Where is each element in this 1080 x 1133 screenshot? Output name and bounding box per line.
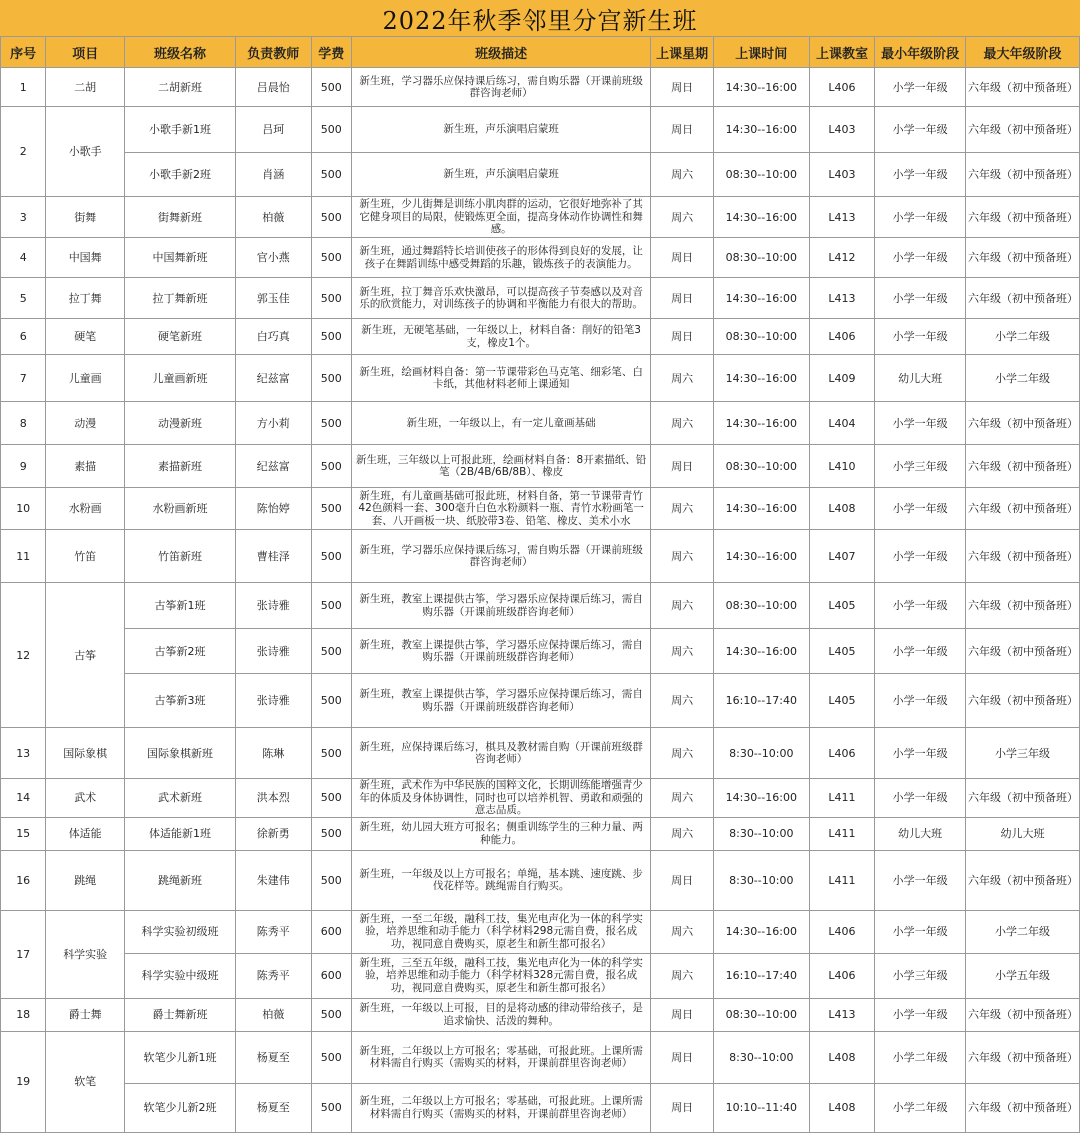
class-time: 14:30--16:00 [713, 278, 809, 319]
class-day: 周六 [651, 402, 714, 445]
row-number: 16 [1, 850, 46, 910]
class-time: 14:30--16:00 [713, 107, 809, 153]
class-description: 新生班，二年级以上方可报名；零基础，可报此班。上课所需材料需自行购买（需购买的材料，开课前群里咨询老师） [351, 1031, 650, 1083]
fee: 500 [311, 355, 351, 402]
max-grade: 六年级（初中预备班） [965, 197, 1079, 238]
fee: 500 [311, 674, 351, 728]
column-header: 序号 [1, 37, 46, 68]
class-time: 14:30--16:00 [713, 488, 809, 530]
fee: 500 [311, 728, 351, 779]
classroom: L413 [809, 998, 875, 1031]
classroom: L406 [809, 953, 875, 998]
max-grade: 六年级（初中预备班） [965, 850, 1079, 910]
project-name: 古筝 [46, 583, 125, 728]
teacher-name: 纪兹富 [235, 355, 311, 402]
class-day: 周日 [651, 850, 714, 910]
project-name: 二胡 [46, 68, 125, 107]
row-number: 12 [1, 583, 46, 728]
teacher-name: 柏薇 [235, 998, 311, 1031]
teacher-name: 陈怡婷 [235, 488, 311, 530]
min-grade: 小学一年级 [875, 107, 966, 153]
class-name: 古筝新2班 [125, 629, 236, 674]
class-name: 硬笔新班 [125, 319, 236, 355]
row-number: 14 [1, 779, 46, 818]
class-name: 体适能新1班 [125, 817, 236, 850]
class-description: 新生班，一至二年级，融科工技，集光电声化为一体的科学实验，培养思维和动手能力（科学材料298元需自费，报名成功，视同意自费购买，原老生和新生都可报名） [351, 910, 650, 953]
teacher-name: 张诗雅 [235, 583, 311, 629]
teacher-name: 陈秀平 [235, 910, 311, 953]
project-name: 软笔 [46, 1031, 125, 1132]
max-grade: 六年级（初中预备班） [965, 278, 1079, 319]
class-time: 08:30--10:00 [713, 238, 809, 278]
teacher-name: 方小莉 [235, 402, 311, 445]
max-grade: 六年级（初中预备班） [965, 629, 1079, 674]
class-description: 新生班，绘画材料自备：第一节课带彩色马克笔、细彩笔、白卡纸，其他材料老师上课通知 [351, 355, 650, 402]
max-grade: 六年级（初中预备班） [965, 1031, 1079, 1083]
class-name: 水粉画新班 [125, 488, 236, 530]
class-description: 新生班，有儿童画基础可报此班，材料自备，第一节课带青竹42色颜料一套、300毫升白色水粉颜料一瓶、青竹水粉画笔一套、八开画板一块、纸胶带3卷、铅笔、橡皮、美术小水 [351, 488, 650, 530]
table-row [1, 530, 1080, 583]
table-row [1, 153, 1080, 197]
fee: 600 [311, 953, 351, 998]
class-name: 小歌手新1班 [125, 107, 236, 153]
class-time: 14:30--16:00 [713, 629, 809, 674]
classroom: L409 [809, 355, 875, 402]
column-header: 上课时间 [713, 37, 809, 68]
class-description: 新生班，一年级以上可报，目的是将动感的律动带给孩子，是追求愉快、活泼的舞种。 [351, 998, 650, 1031]
max-grade: 六年级（初中预备班） [965, 583, 1079, 629]
class-time: 08:30--10:00 [713, 445, 809, 488]
class-day: 周六 [651, 779, 714, 818]
class-time: 8:30--10:00 [713, 728, 809, 779]
teacher-name: 白巧真 [235, 319, 311, 355]
class-time: 8:30--10:00 [713, 1031, 809, 1083]
min-grade: 小学一年级 [875, 402, 966, 445]
max-grade: 六年级（初中预备班） [965, 530, 1079, 583]
classroom: L405 [809, 674, 875, 728]
class-day: 周六 [651, 153, 714, 197]
teacher-name: 杨夏至 [235, 1031, 311, 1083]
class-time: 8:30--10:00 [713, 817, 809, 850]
row-number: 7 [1, 355, 46, 402]
project-name: 拉丁舞 [46, 278, 125, 319]
project-name: 街舞 [46, 197, 125, 238]
project-name: 小歌手 [46, 107, 125, 197]
table-row [1, 817, 1080, 850]
class-time: 14:30--16:00 [713, 68, 809, 107]
min-grade: 小学一年级 [875, 278, 966, 319]
table-row [1, 402, 1080, 445]
class-description: 新生班，武术作为中华民族的国粹文化，长期训练能增强青少年的体质及身体协调性，同时也可以培养机智、勇敢和顽强的意志品质。 [351, 779, 650, 818]
project-name: 武术 [46, 779, 125, 818]
class-description: 新生班，二年级以上方可报名；零基础，可报此班。上课所需材料需自行购买（需购买的材料，开课前群里咨询老师） [351, 1083, 650, 1132]
class-time: 08:30--10:00 [713, 153, 809, 197]
class-description: 新生班，学习器乐应保持课后练习，需自购乐器（开课前班级群咨询老师） [351, 68, 650, 107]
teacher-name: 陈琳 [235, 728, 311, 779]
table-row [1, 107, 1080, 153]
table-row [1, 1083, 1080, 1132]
table-header [1, 37, 1080, 68]
table-row [1, 779, 1080, 818]
fee: 500 [311, 1083, 351, 1132]
class-description: 新生班，教室上课提供古筝，学习器乐应保持课后练习，需自购乐器（开课前班级群咨询老师） [351, 583, 650, 629]
min-grade: 幼儿大班 [875, 355, 966, 402]
project-name: 素描 [46, 445, 125, 488]
teacher-name: 张诗雅 [235, 674, 311, 728]
project-name: 跳绳 [46, 850, 125, 910]
classroom: L407 [809, 530, 875, 583]
class-day: 周日 [651, 238, 714, 278]
column-header: 学费 [311, 37, 351, 68]
classroom: L404 [809, 402, 875, 445]
fee: 500 [311, 583, 351, 629]
classroom: L408 [809, 488, 875, 530]
project-name: 科学实验 [46, 910, 125, 998]
class-description: 新生班，一年级以上，有一定儿童画基础 [351, 402, 650, 445]
fee: 500 [311, 278, 351, 319]
classroom: L411 [809, 850, 875, 910]
class-day: 周六 [651, 674, 714, 728]
min-grade: 小学一年级 [875, 998, 966, 1031]
classroom: L412 [809, 238, 875, 278]
teacher-name: 纪兹富 [235, 445, 311, 488]
class-time: 14:30--16:00 [713, 779, 809, 818]
class-description: 新生班，教室上课提供古筝，学习器乐应保持课后练习，需自购乐器（开课前班级群咨询老师） [351, 674, 650, 728]
min-grade: 小学二年级 [875, 1031, 966, 1083]
table-row [1, 850, 1080, 910]
column-header: 班级名称 [125, 37, 236, 68]
fee: 500 [311, 153, 351, 197]
class-time: 14:30--16:00 [713, 197, 809, 238]
max-grade: 小学五年级 [965, 953, 1079, 998]
class-name: 中国舞新班 [125, 238, 236, 278]
teacher-name: 张诗雅 [235, 629, 311, 674]
fee: 600 [311, 910, 351, 953]
column-header: 上课星期 [651, 37, 714, 68]
min-grade: 小学一年级 [875, 910, 966, 953]
max-grade: 六年级（初中预备班） [965, 445, 1079, 488]
teacher-name: 柏薇 [235, 197, 311, 238]
class-time: 16:10--17:40 [713, 674, 809, 728]
teacher-name: 徐新勇 [235, 817, 311, 850]
fee: 500 [311, 402, 351, 445]
teacher-name: 郭玉佳 [235, 278, 311, 319]
fee: 500 [311, 319, 351, 355]
class-day: 周六 [651, 953, 714, 998]
classroom: L406 [809, 910, 875, 953]
classroom: L411 [809, 817, 875, 850]
class-name: 爵士舞新班 [125, 998, 236, 1031]
class-time: 10:10--11:40 [713, 1083, 809, 1132]
class-time: 14:30--16:00 [713, 530, 809, 583]
class-description: 新生班，三年级以上可报此班，绘画材料自备：8开素描纸、铅笔（2B/4B/6B/8B）、橡皮 [351, 445, 650, 488]
project-name: 儿童画 [46, 355, 125, 402]
project-name: 水粉画 [46, 488, 125, 530]
class-description: 新生班，一年级及以上方可报名；单绳，基本跳、速度跳、步伐花样等。跳绳需自行购买。 [351, 850, 650, 910]
row-number: 15 [1, 817, 46, 850]
min-grade: 小学一年级 [875, 850, 966, 910]
classroom: L406 [809, 319, 875, 355]
class-name: 小歌手新2班 [125, 153, 236, 197]
class-day: 周六 [651, 583, 714, 629]
table-row [1, 1031, 1080, 1083]
class-description: 新生班，拉丁舞音乐欢快激昂，可以提高孩子节奏感以及对音乐的欣赏能力，对训练孩子的协调和平衡能力有很大的帮助。 [351, 278, 650, 319]
class-name: 国际象棋新班 [125, 728, 236, 779]
fee: 500 [311, 445, 351, 488]
class-name: 软笔少儿新2班 [125, 1083, 236, 1132]
class-time: 14:30--16:00 [713, 355, 809, 402]
table-row [1, 197, 1080, 238]
max-grade: 小学二年级 [965, 355, 1079, 402]
classroom: L413 [809, 197, 875, 238]
max-grade: 六年级（初中预备班） [965, 68, 1079, 107]
max-grade: 六年级（初中预备班） [965, 488, 1079, 530]
max-grade: 六年级（初中预备班） [965, 402, 1079, 445]
classroom: L406 [809, 68, 875, 107]
column-header: 负责教师 [235, 37, 311, 68]
row-number: 9 [1, 445, 46, 488]
class-day: 周六 [651, 728, 714, 779]
classroom: L406 [809, 728, 875, 779]
class-time: 8:30--10:00 [713, 850, 809, 910]
fee: 500 [311, 107, 351, 153]
teacher-name: 曹桂泽 [235, 530, 311, 583]
row-number: 5 [1, 278, 46, 319]
class-name: 儿童画新班 [125, 355, 236, 402]
class-day: 周日 [651, 68, 714, 107]
teacher-name: 杨夏至 [235, 1083, 311, 1132]
fee: 500 [311, 68, 351, 107]
class-description: 新生班，三至五年级，融科工技，集光电声化为一体的科学实验，培养思维和动手能力（科学材料328元需自费，报名成功，视同意自费购买，原老生和新生都可报名） [351, 953, 650, 998]
max-grade: 六年级（初中预备班） [965, 674, 1079, 728]
min-grade: 小学一年级 [875, 319, 966, 355]
class-name: 素描新班 [125, 445, 236, 488]
class-day: 周六 [651, 910, 714, 953]
table-row [1, 68, 1080, 107]
max-grade: 六年级（初中预备班） [965, 153, 1079, 197]
table-row [1, 674, 1080, 728]
column-header: 上课教室 [809, 37, 875, 68]
table-row [1, 583, 1080, 629]
column-header: 班级描述 [351, 37, 650, 68]
row-number: 13 [1, 728, 46, 779]
project-name: 竹笛 [46, 530, 125, 583]
project-name: 体适能 [46, 817, 125, 850]
class-time: 14:30--16:00 [713, 910, 809, 953]
class-day: 周日 [651, 998, 714, 1031]
teacher-name: 洪本烈 [235, 779, 311, 818]
classroom: L413 [809, 278, 875, 319]
class-name: 科学实验初级班 [125, 910, 236, 953]
max-grade: 小学二年级 [965, 319, 1079, 355]
class-description: 新生班，声乐演唱启蒙班 [351, 107, 650, 153]
min-grade: 小学一年级 [875, 197, 966, 238]
classroom: L408 [809, 1083, 875, 1132]
project-name: 爵士舞 [46, 998, 125, 1031]
class-name: 软笔少儿新1班 [125, 1031, 236, 1083]
max-grade: 幼儿大班 [965, 817, 1079, 850]
class-time: 08:30--10:00 [713, 998, 809, 1031]
class-description: 新生班，教室上课提供古筝，学习器乐应保持课后练习，需自购乐器（开课前班级群咨询老师） [351, 629, 650, 674]
class-name: 科学实验中级班 [125, 953, 236, 998]
class-table [0, 36, 1080, 1133]
class-day: 周六 [651, 355, 714, 402]
table-row [1, 319, 1080, 355]
table-body [1, 68, 1080, 1133]
table-row [1, 278, 1080, 319]
class-time: 16:10--17:40 [713, 953, 809, 998]
class-description: 新生班，无硬笔基础，一年级以上，材料自备：削好的铅笔3支，橡皮1个。 [351, 319, 650, 355]
sheet-title: 2022年秋季邻里分宫新生班 [0, 0, 1080, 37]
row-number: 11 [1, 530, 46, 583]
class-description: 新生班，通过舞蹈特长培训使孩子的形体得到良好的发展，让孩子在舞蹈训练中感受舞蹈的乐趣，锻炼孩子的表演能力。 [351, 238, 650, 278]
row-number: 2 [1, 107, 46, 197]
fee: 500 [311, 817, 351, 850]
class-day: 周六 [651, 817, 714, 850]
min-grade: 小学三年级 [875, 953, 966, 998]
table-row [1, 629, 1080, 674]
table-row [1, 953, 1080, 998]
row-number: 18 [1, 998, 46, 1031]
classroom: L410 [809, 445, 875, 488]
table-row [1, 355, 1080, 402]
class-name: 古筝新1班 [125, 583, 236, 629]
max-grade: 六年级（初中预备班） [965, 998, 1079, 1031]
row-number: 8 [1, 402, 46, 445]
class-description: 新生班，幼儿园大班方可报名；侧重训练学生的三种力量、两种能力。 [351, 817, 650, 850]
min-grade: 小学一年级 [875, 488, 966, 530]
class-name: 二胡新班 [125, 68, 236, 107]
table-row [1, 728, 1080, 779]
fee: 500 [311, 530, 351, 583]
fee: 500 [311, 629, 351, 674]
class-time: 08:30--10:00 [713, 319, 809, 355]
class-description: 新生班，学习器乐应保持课后练习，需自购乐器（开课前班级群咨询老师） [351, 530, 650, 583]
class-name: 拉丁舞新班 [125, 278, 236, 319]
table-row [1, 445, 1080, 488]
min-grade: 小学一年级 [875, 153, 966, 197]
project-name: 硬笔 [46, 319, 125, 355]
class-day: 周日 [651, 1031, 714, 1083]
project-name: 国际象棋 [46, 728, 125, 779]
min-grade: 幼儿大班 [875, 817, 966, 850]
min-grade: 小学一年级 [875, 674, 966, 728]
classroom: L403 [809, 107, 875, 153]
teacher-name: 陈秀平 [235, 953, 311, 998]
classroom: L405 [809, 629, 875, 674]
class-name: 竹笛新班 [125, 530, 236, 583]
min-grade: 小学一年级 [875, 779, 966, 818]
max-grade: 小学三年级 [965, 728, 1079, 779]
row-number: 17 [1, 910, 46, 998]
min-grade: 小学一年级 [875, 583, 966, 629]
class-day: 周日 [651, 278, 714, 319]
table-row [1, 488, 1080, 530]
min-grade: 小学二年级 [875, 1083, 966, 1132]
project-name: 动漫 [46, 402, 125, 445]
fee: 500 [311, 998, 351, 1031]
class-description: 新生班，少儿街舞是训练小肌肉群的运动，它很好地弥补了其它健身项目的局限，使锻炼更全面，提高身体动作协调性和舞感。 [351, 197, 650, 238]
column-header: 最小年级阶段 [875, 37, 966, 68]
class-time: 14:30--16:00 [713, 402, 809, 445]
table-row [1, 910, 1080, 953]
project-name: 中国舞 [46, 238, 125, 278]
row-number: 1 [1, 68, 46, 107]
teacher-name: 官小燕 [235, 238, 311, 278]
class-description: 新生班，应保持课后练习，棋具及教材需自购（开课前班级群咨询老师） [351, 728, 650, 779]
teacher-name: 吕珂 [235, 107, 311, 153]
class-day: 周日 [651, 445, 714, 488]
row-number: 10 [1, 488, 46, 530]
table-row [1, 238, 1080, 278]
min-grade: 小学一年级 [875, 629, 966, 674]
class-day: 周六 [651, 530, 714, 583]
row-number: 4 [1, 238, 46, 278]
fee: 500 [311, 779, 351, 818]
max-grade: 小学二年级 [965, 910, 1079, 953]
class-day: 周日 [651, 107, 714, 153]
min-grade: 小学一年级 [875, 238, 966, 278]
class-day: 周六 [651, 197, 714, 238]
fee: 500 [311, 238, 351, 278]
max-grade: 六年级（初中预备班） [965, 238, 1079, 278]
class-day: 周日 [651, 1083, 714, 1132]
min-grade: 小学一年级 [875, 68, 966, 107]
column-header: 最大年级阶段 [965, 37, 1079, 68]
class-day: 周六 [651, 488, 714, 530]
class-time: 08:30--10:00 [713, 583, 809, 629]
max-grade: 六年级（初中预备班） [965, 107, 1079, 153]
classroom: L411 [809, 779, 875, 818]
fee: 500 [311, 488, 351, 530]
max-grade: 六年级（初中预备班） [965, 1083, 1079, 1132]
teacher-name: 朱建伟 [235, 850, 311, 910]
teacher-name: 肖涵 [235, 153, 311, 197]
fee: 500 [311, 1031, 351, 1083]
class-name: 动漫新班 [125, 402, 236, 445]
min-grade: 小学三年级 [875, 445, 966, 488]
classroom: L408 [809, 1031, 875, 1083]
class-name: 武术新班 [125, 779, 236, 818]
class-name: 跳绳新班 [125, 850, 236, 910]
teacher-name: 吕晨怡 [235, 68, 311, 107]
class-day: 周日 [651, 319, 714, 355]
row-number: 19 [1, 1031, 46, 1132]
class-description: 新生班，声乐演唱启蒙班 [351, 153, 650, 197]
classroom: L403 [809, 153, 875, 197]
class-day: 周六 [651, 629, 714, 674]
row-number: 6 [1, 319, 46, 355]
min-grade: 小学一年级 [875, 728, 966, 779]
class-name: 古筝新3班 [125, 674, 236, 728]
column-header: 项目 [46, 37, 125, 68]
row-number: 3 [1, 197, 46, 238]
min-grade: 小学一年级 [875, 530, 966, 583]
class-name: 街舞新班 [125, 197, 236, 238]
table-row [1, 998, 1080, 1031]
max-grade: 六年级（初中预备班） [965, 779, 1079, 818]
fee: 500 [311, 850, 351, 910]
fee: 500 [311, 197, 351, 238]
classroom: L405 [809, 583, 875, 629]
